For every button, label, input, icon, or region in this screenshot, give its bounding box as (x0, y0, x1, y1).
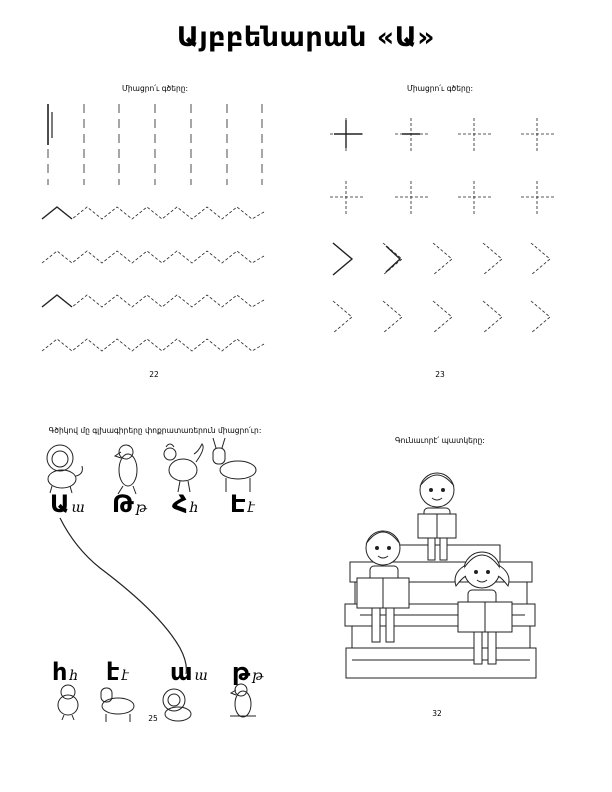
letter-lower: հ (69, 668, 79, 684)
letter-upper: Է (230, 490, 246, 518)
letter-lower: ա (71, 500, 85, 516)
letter-upper: Ա (50, 490, 70, 518)
letter-upper: Թ (112, 490, 134, 518)
panel-25-caption: Գծիկով մը գլխագիրերը փոքրատառերուն միացրո՛ւր: (48, 426, 262, 435)
page-number-22: 22 (149, 370, 159, 379)
book-stack-base (346, 648, 536, 678)
letter-lower: է (247, 500, 255, 516)
panel-23-caption: Միացրո՛ւ գծերը: (406, 84, 474, 93)
page-number-25: 25 (148, 714, 158, 723)
page-title: Այբբենարան «Ա» (176, 22, 436, 53)
letter-lower: է (121, 668, 129, 684)
letter-lower: ա (194, 668, 208, 684)
page-number-32: 32 (432, 709, 442, 718)
page-number-23: 23 (435, 370, 445, 379)
panel-32-caption: Գունաւորէ՛ պատկերը: (395, 436, 485, 445)
letter-lower: հ (189, 500, 199, 516)
letter-upper: ա (170, 658, 193, 686)
letter-upper: հ (52, 658, 68, 686)
letter-upper: Հ (172, 490, 188, 518)
letter-upper: թ (232, 658, 251, 686)
letter-upper: է (106, 658, 120, 686)
letter-lower: թ (135, 500, 147, 516)
panel-22-caption: Միացրո՛ւ գծերը: (121, 84, 189, 93)
letter-lower: թ (252, 668, 264, 684)
